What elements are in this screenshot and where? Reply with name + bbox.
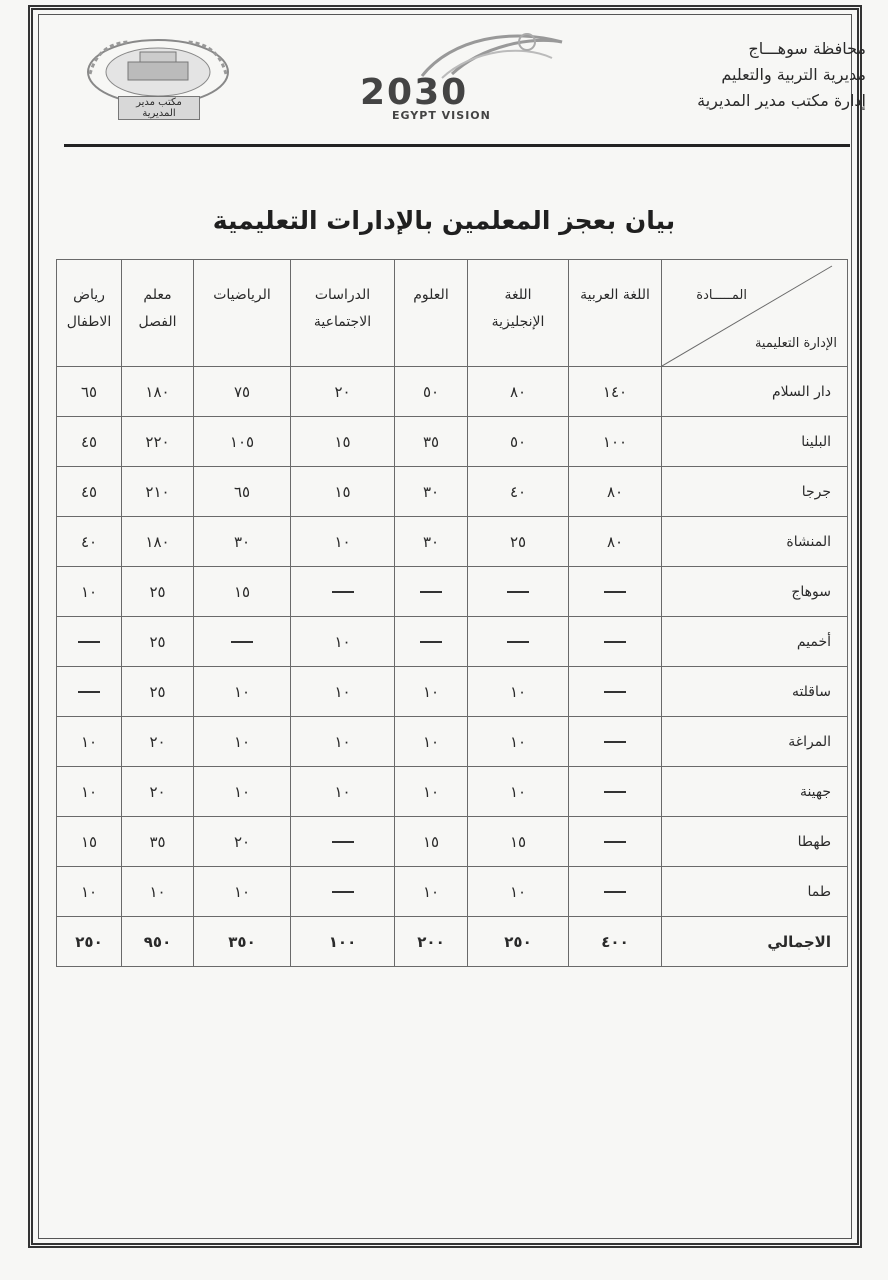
department-name: أخميم [662, 617, 848, 667]
table-cell: ١٠ [291, 667, 395, 717]
table-cell: ٨٠ [569, 467, 662, 517]
corner-dept-label: الإدارة التعليمية [754, 336, 837, 351]
table-total-row [57, 917, 848, 967]
table-row [57, 367, 848, 417]
department-name: سوهاج [662, 567, 848, 617]
table-cell: ٢٥ [122, 617, 194, 667]
empty-dash [604, 741, 626, 743]
table-row [57, 867, 848, 917]
table-cell: ١٥ [291, 417, 395, 467]
col-header-social-studies: الدراسات الاجتماعية [291, 260, 395, 367]
header-rule [64, 144, 850, 147]
table-cell: ٦٥ [57, 367, 122, 417]
page-title: بيان بعجز المعلمين بالإدارات التعليمية [212, 206, 676, 235]
table-cell [57, 667, 122, 717]
egypt-vision-2030-logo [352, 28, 592, 123]
table-cell: ١٠ [468, 667, 569, 717]
table-cell [468, 617, 569, 667]
col-header-english: اللغة الإنجليزية [468, 260, 569, 367]
table-row [57, 467, 848, 517]
table-cell: ١٠ [395, 867, 468, 917]
empty-dash [604, 891, 626, 893]
header-directorate: مديرية التربية والتعليم [721, 65, 866, 84]
table-cell: ٢٥ [468, 517, 569, 567]
table-cell [569, 667, 662, 717]
table-cell: ١٠ [194, 767, 291, 817]
table-cell: ١٠ [57, 767, 122, 817]
table-cell [57, 617, 122, 667]
department-name: طما [662, 867, 848, 917]
table-cell: ١٠ [468, 717, 569, 767]
table-cell: ١٠٠ [569, 417, 662, 467]
col-header-science: العلوم [395, 260, 468, 367]
empty-dash [420, 641, 442, 643]
table-cell [291, 817, 395, 867]
table-cell: ٨٠ [468, 367, 569, 417]
seal-caption: مكتب مدير المديرية [118, 96, 200, 120]
col-header-kindergarten: رياض الاطفال [57, 260, 122, 367]
table-cell [569, 817, 662, 867]
table-cell: ١٥ [57, 817, 122, 867]
department-name: جهينة [662, 767, 848, 817]
table-cell [468, 567, 569, 617]
empty-dash [420, 591, 442, 593]
table-row [57, 767, 848, 817]
col-header-math: الرياضيات [194, 260, 291, 367]
empty-dash [332, 841, 354, 843]
table-cell: ١٠ [291, 767, 395, 817]
table-cell [569, 617, 662, 667]
table-cell: ١٨٠ [122, 367, 194, 417]
empty-dash [507, 641, 529, 643]
table-cell: ١٥ [194, 567, 291, 617]
table-cell: ٣٠ [395, 517, 468, 567]
table-body [57, 367, 848, 967]
table-cell: ٢٥ [122, 567, 194, 617]
table-cell: ١٠ [194, 667, 291, 717]
empty-dash [78, 691, 100, 693]
table-cell: ٢٥ [122, 667, 194, 717]
total-cell: ١٠٠ [291, 917, 395, 967]
table-cell: ١٠ [291, 617, 395, 667]
empty-dash [231, 641, 253, 643]
table-cell: ١٠ [122, 867, 194, 917]
department-name: طهطا [662, 817, 848, 867]
vision-text: EGYPT VISION [392, 109, 491, 122]
table-cell: ١٠ [395, 767, 468, 817]
total-cell: ٩٥٠ [122, 917, 194, 967]
header-governorate: محافظة سوهـــاج [748, 39, 866, 58]
table-cell: ٢٠ [122, 717, 194, 767]
table-row [57, 417, 848, 467]
header-block [606, 36, 866, 114]
table-cell: ١٥ [395, 817, 468, 867]
table-cell: ٥٠ [468, 417, 569, 467]
table-cell: ١٠ [194, 717, 291, 767]
department-name: المنشاة [662, 517, 848, 567]
table-cell: ٧٥ [194, 367, 291, 417]
table-cell: ٣٥ [395, 417, 468, 467]
table-cell: ٣٠ [395, 467, 468, 517]
total-cell: ٤٠٠ [569, 917, 662, 967]
table-cell: ٥٠ [395, 367, 468, 417]
corner-header [662, 260, 848, 367]
table-cell [569, 567, 662, 617]
empty-dash [507, 591, 529, 593]
table-header-row [57, 260, 848, 367]
table-cell: ١٨٠ [122, 517, 194, 567]
teacher-shortage-table [56, 259, 848, 967]
empty-dash [604, 841, 626, 843]
table-row [57, 667, 848, 717]
table-cell: ١٠ [291, 717, 395, 767]
vision-number: 2030 [360, 72, 469, 113]
table-row [57, 717, 848, 767]
table-row [57, 817, 848, 867]
empty-dash [332, 591, 354, 593]
table-cell: ١٠ [395, 667, 468, 717]
table-cell: ٤٠ [57, 517, 122, 567]
table-cell: ١٠ [57, 867, 122, 917]
table-cell: ١٥ [291, 467, 395, 517]
table-cell: ٣٠ [194, 517, 291, 567]
corner-subject-label: المـــــادة [696, 288, 747, 303]
col-header-class-teacher: معلم الفصل [122, 260, 194, 367]
table-cell: ١٠ [468, 867, 569, 917]
department-name: دار السلام [662, 367, 848, 417]
table-cell: ٢٢٠ [122, 417, 194, 467]
table-cell: ١٠ [57, 717, 122, 767]
table-cell: ١٠ [57, 567, 122, 617]
table-cell [291, 567, 395, 617]
table-row [57, 517, 848, 567]
table-cell: ٣٥ [122, 817, 194, 867]
table-cell: ٢٠ [122, 767, 194, 817]
total-label: الاجمالي [662, 917, 848, 967]
empty-dash [604, 791, 626, 793]
empty-dash [604, 641, 626, 643]
header-office: إدارة مكتب مدير المديرية [697, 91, 866, 110]
table-cell [194, 617, 291, 667]
empty-dash [332, 891, 354, 893]
department-name: ساقلته [662, 667, 848, 717]
table-cell [395, 567, 468, 617]
table-cell: ١٥ [468, 817, 569, 867]
table-cell: ٢٠ [194, 817, 291, 867]
table-cell: ١٠ [291, 517, 395, 567]
table-row [57, 617, 848, 667]
table-cell: ١٠٥ [194, 417, 291, 467]
total-cell: ٣٥٠ [194, 917, 291, 967]
empty-dash [604, 691, 626, 693]
table-cell: ٤٥ [57, 467, 122, 517]
empty-dash [604, 591, 626, 593]
empty-dash [78, 641, 100, 643]
ministry-seal [80, 34, 236, 120]
table-cell [291, 867, 395, 917]
table-cell: ٤٥ [57, 417, 122, 467]
department-name: البلينا [662, 417, 848, 467]
table-cell: ٢٠ [291, 367, 395, 417]
col-header-arabic: اللغة العربية [569, 260, 662, 367]
total-cell: ٢٥٠ [57, 917, 122, 967]
department-name: جرجا [662, 467, 848, 517]
table-cell [569, 767, 662, 817]
department-name: المراغة [662, 717, 848, 767]
table-cell: ١٠ [395, 717, 468, 767]
table-cell: ١٠ [468, 767, 569, 817]
table-cell: ٤٠ [468, 467, 569, 517]
total-cell: ٢٥٠ [468, 917, 569, 967]
table-row [57, 567, 848, 617]
table-cell: ٢١٠ [122, 467, 194, 517]
table-cell [569, 867, 662, 917]
table-cell: ٦٥ [194, 467, 291, 517]
total-cell: ٢٠٠ [395, 917, 468, 967]
table-cell: ١٠ [194, 867, 291, 917]
table-cell [569, 717, 662, 767]
table-cell: ٨٠ [569, 517, 662, 567]
table-cell [395, 617, 468, 667]
table-cell: ١٤٠ [569, 367, 662, 417]
